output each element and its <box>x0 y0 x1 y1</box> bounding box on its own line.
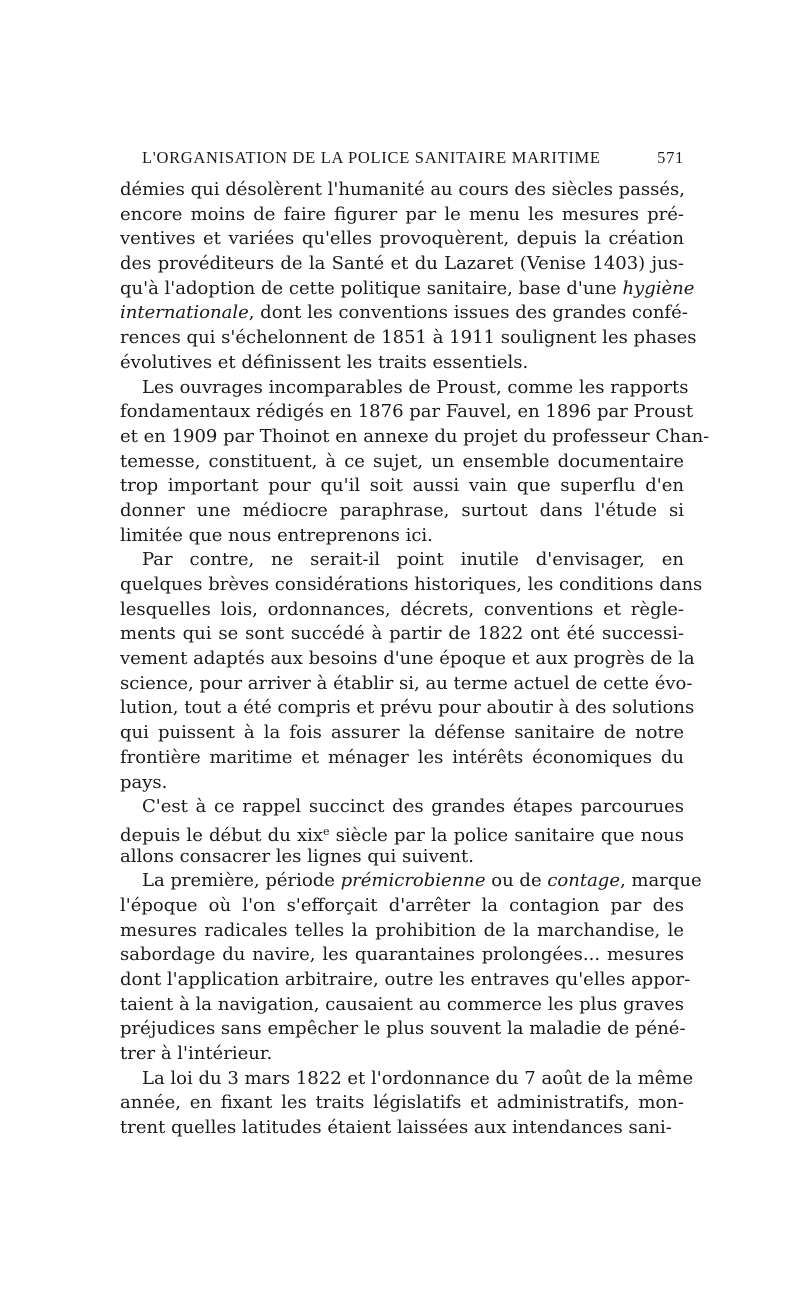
text-line: lution, tout a été compris et prévu pour aboutir à des solutions <box>120 697 695 719</box>
text-line: Par contre, ne serait-il point inutile d'envisager, en <box>142 549 684 571</box>
text-line: science, pour arriver à établir si, au terme actuel de cette évo- <box>120 672 693 694</box>
italic-term: internationale <box>120 302 249 324</box>
text-line: des provéditeurs de la Santé et du Lazaret (Venise 1403) jus- <box>120 253 684 275</box>
text-line: allons consacrer les lignes qui suivent. <box>120 845 474 867</box>
text-line: ventives et variées qu'elles provoquèrent, depuis la création <box>120 228 684 250</box>
page-number: 571 <box>657 148 684 167</box>
body-text <box>120 178 710 1141</box>
text-line: Les ouvrages incomparables de Proust, comme les rapports <box>142 376 689 398</box>
paragraph <box>120 869 702 1067</box>
paragraph <box>120 548 703 795</box>
text-line: limitée que nous entreprenons ici. <box>120 524 433 546</box>
text-line: taient à la navigation, causaient au commerce les plus graves <box>120 993 684 1015</box>
text-line: qui puissent à la fois assurer la défense sanitaire de notre <box>120 722 684 744</box>
text-line: ments qui se sont succédé à partir de 1822 ont été successi- <box>120 623 684 645</box>
text-line: La loi du 3 mars 1822 et l'ordonnance du 7 août de la même <box>142 1067 694 1089</box>
text-line: évolutives et définissent les traits essentiels. <box>120 351 529 373</box>
paragraph <box>120 795 684 869</box>
text-line: fondamentaux rédigés en 1876 par Fauvel, en 1896 par Proust <box>120 401 694 423</box>
paragraph <box>120 1067 694 1141</box>
text-run: qu'à l'adoption de cette politique sanitaire, base d'une <box>120 277 623 299</box>
text-run: La première, période <box>142 870 341 892</box>
italic-term: hygiène <box>622 277 695 299</box>
text-line <box>120 869 702 894</box>
text-line <box>120 820 684 845</box>
text-line: trer à l'intérieur. <box>120 1043 273 1065</box>
text-run: depuis le début du xix <box>120 824 323 846</box>
text-run: siècle par la police sanitaire que nous <box>329 824 684 846</box>
running-title: L'ORGANISATION DE LA POLICE SANITAIRE MARITIME <box>142 148 601 167</box>
text-run: , dont les conventions issues des grandes confé- <box>248 302 688 324</box>
text-line: pays. <box>120 771 168 793</box>
paragraph <box>120 178 697 376</box>
text-line: l'époque où l'on s'efforçait d'arrêter la contagion par des <box>120 894 684 916</box>
text-line: année, en fixant les traits législatifs et administratifs, mon- <box>120 1092 684 1114</box>
text-line: temesse, constituent, à ce sujet, un ensemble documentaire <box>120 450 684 472</box>
text-line: rences qui s'échelonnent de 1851 à 1911 soulignent les phases <box>120 327 697 349</box>
text-line: encore moins de faire figurer par le menu les mesures pré- <box>120 203 684 225</box>
italic-term: prémicrobienne <box>340 870 486 892</box>
text-line: lesquelles lois, ordonnances, décrets, conventions et règle- <box>120 598 684 620</box>
text-line: trop important pour qu'il soit aussi vain que superflu d'en <box>120 475 684 497</box>
superscript: e <box>323 824 330 838</box>
text-line: vement adaptés aux besoins d'une époque et aux progrès de la <box>120 648 695 670</box>
text-line: frontière maritime et ménager les intérêts économiques du <box>120 746 684 768</box>
text-line: sabordage du navire, les quarantaines prolongées... mesures <box>120 944 684 966</box>
text-line: donner une médiocre paraphrase, surtout dans l'étude si <box>120 499 684 521</box>
text-line <box>120 277 695 302</box>
text-line: quelques brèves considérations historiques, les conditions dans <box>120 574 703 595</box>
text-line: démies qui désolèrent l'humanité au cours des siècles passés, <box>120 179 686 200</box>
text-line: dont l'application arbitraire, outre les entraves qu'elles appor- <box>120 969 691 990</box>
text-line: trent quelles latitudes étaient laissées aux intendances sani- <box>120 1117 672 1139</box>
text-line: C'est à ce rappel succinct des grandes étapes parcourues <box>142 796 684 818</box>
text-line: mesures radicales telles la prohibition de la marchandise, le <box>120 919 684 941</box>
italic-term: contage <box>547 870 620 892</box>
text-run: , marque <box>619 870 702 892</box>
text-line: et en 1909 par Thoinot en annexe du projet du professeur Chan- <box>120 425 710 447</box>
running-header <box>120 148 684 170</box>
text-run: ou de <box>485 870 548 892</box>
paragraph <box>120 376 710 549</box>
text-line <box>120 301 688 326</box>
text-line: préjudices sans empêcher le plus souvent la maladie de péné- <box>120 1018 686 1040</box>
